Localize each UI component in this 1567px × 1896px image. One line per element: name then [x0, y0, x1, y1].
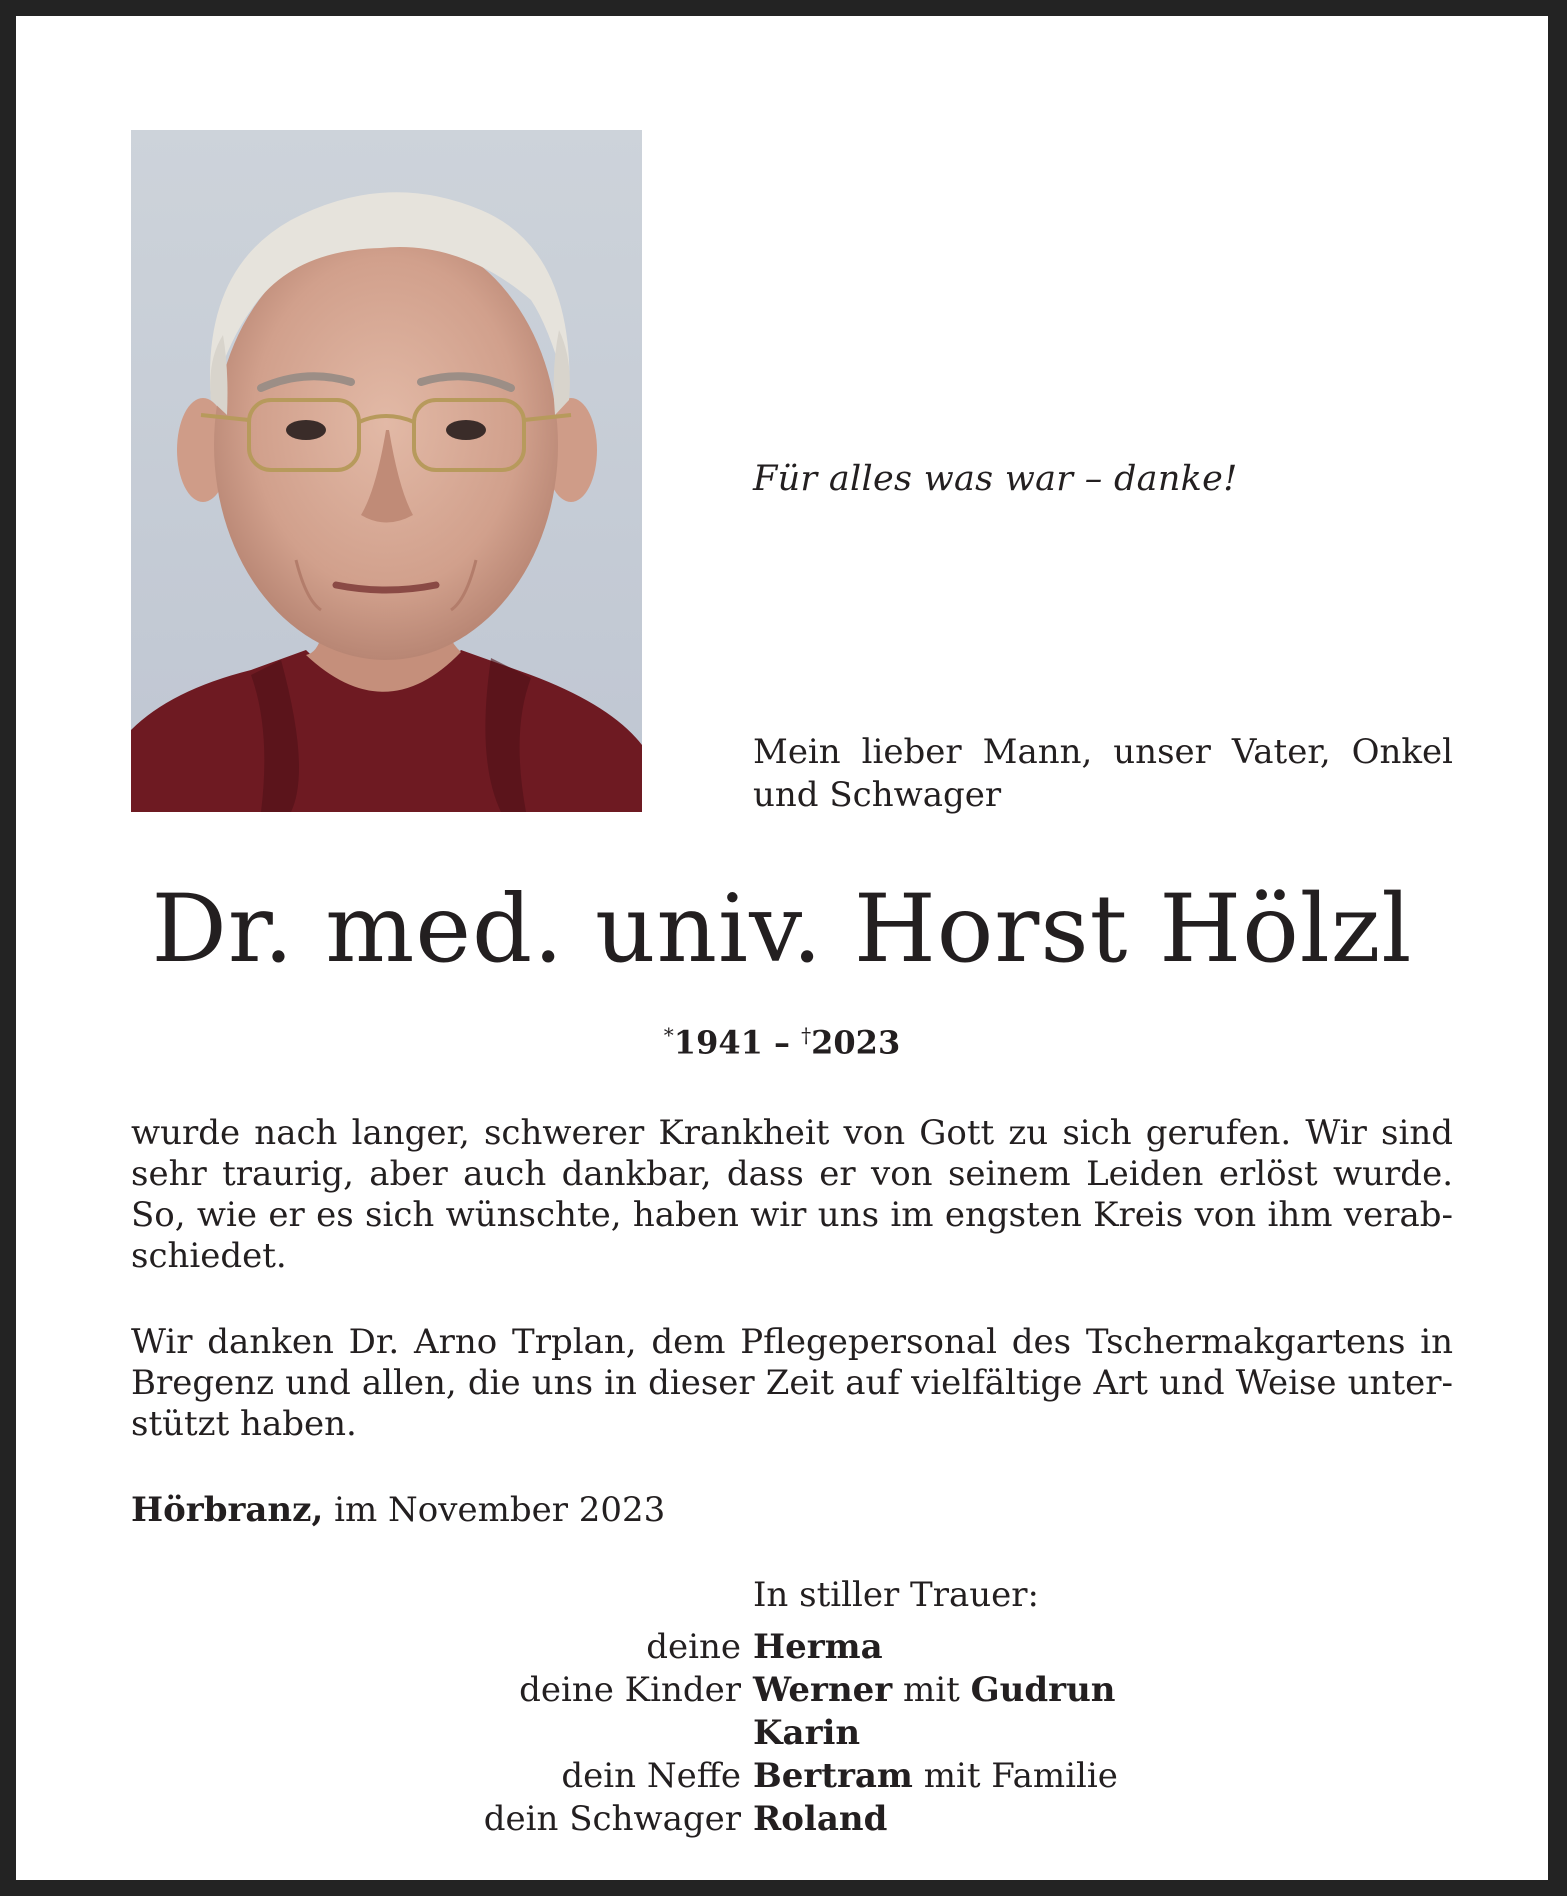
mourner-relation: deine Kinder [519, 1670, 741, 1710]
date-text: im November 2023 [323, 1490, 666, 1530]
deceased-name: Dr. med. univ. Horst Hölzl [151, 875, 1413, 984]
mourner-name-text: Karin [753, 1713, 861, 1753]
mourner-relation: deine [646, 1627, 741, 1667]
birth-year: 1941 [673, 1023, 763, 1062]
mourning-header: In stiller Trauer: [753, 1575, 1039, 1615]
mourner-relation: dein Neffe [561, 1756, 741, 1796]
mourner-joiner: mit [892, 1670, 971, 1710]
date-dash: – [762, 1023, 802, 1062]
birth-symbol: * [663, 1023, 674, 1047]
mourner-row [16, 1712, 1548, 1755]
portrait-illustration [131, 130, 642, 812]
mourner-name [753, 1669, 1116, 1712]
mourner-name-text: Werner [753, 1670, 893, 1710]
mourner-row [16, 1798, 1548, 1841]
mourner-name [753, 1712, 860, 1755]
gratitude-quote: Für alles was war – danke! [753, 459, 1238, 499]
death-year: 2023 [811, 1023, 901, 1062]
mourner-name [753, 1626, 883, 1669]
mourner-relation: dein Schwager [483, 1799, 741, 1839]
mourner-row [16, 1626, 1548, 1669]
mourner-name-text: Roland [753, 1799, 888, 1839]
announcement-paragraph: wurde nach langer, schwerer Krankheit von Gott zu sich gerufen. Wir sind sehr traurig, aber auch dankbar, dass er von seinem Leiden erlöst wurde. So, wie er es sich wünschte, haben wir uns im engsten Kreis von ihm verabschiedet. [131, 1113, 1453, 1276]
mourner-partner: Gudrun [970, 1670, 1116, 1710]
place-date [131, 1490, 665, 1531]
portrait-photo [131, 130, 642, 812]
place-name: Hörbranz, [131, 1490, 324, 1530]
mourner-row [16, 1669, 1548, 1712]
mourner-row [16, 1755, 1548, 1798]
mourner-name-text: Bertram [753, 1756, 913, 1796]
death-symbol: † [801, 1023, 812, 1047]
mourner-name [753, 1755, 1118, 1798]
mourner-name [753, 1798, 887, 1841]
mourner-name-text: Herma [753, 1627, 883, 1667]
mourner-joiner: mit Familie [912, 1756, 1118, 1796]
life-dates [16, 1023, 1548, 1062]
thanks-paragraph: Wir danken Dr. Arno Trplan, dem Pflegepersonal des Tschermakgartens in Bregenz und allen, die uns in dieser Zeit auf vielfältige Art und Weise unterstützt haben. [131, 1322, 1453, 1444]
mourners-list [16, 1626, 1548, 1841]
intro-text: Mein lieber Mann, unser Vater, Onkel und Schwager [753, 732, 1453, 815]
obituary-card [16, 16, 1548, 1880]
